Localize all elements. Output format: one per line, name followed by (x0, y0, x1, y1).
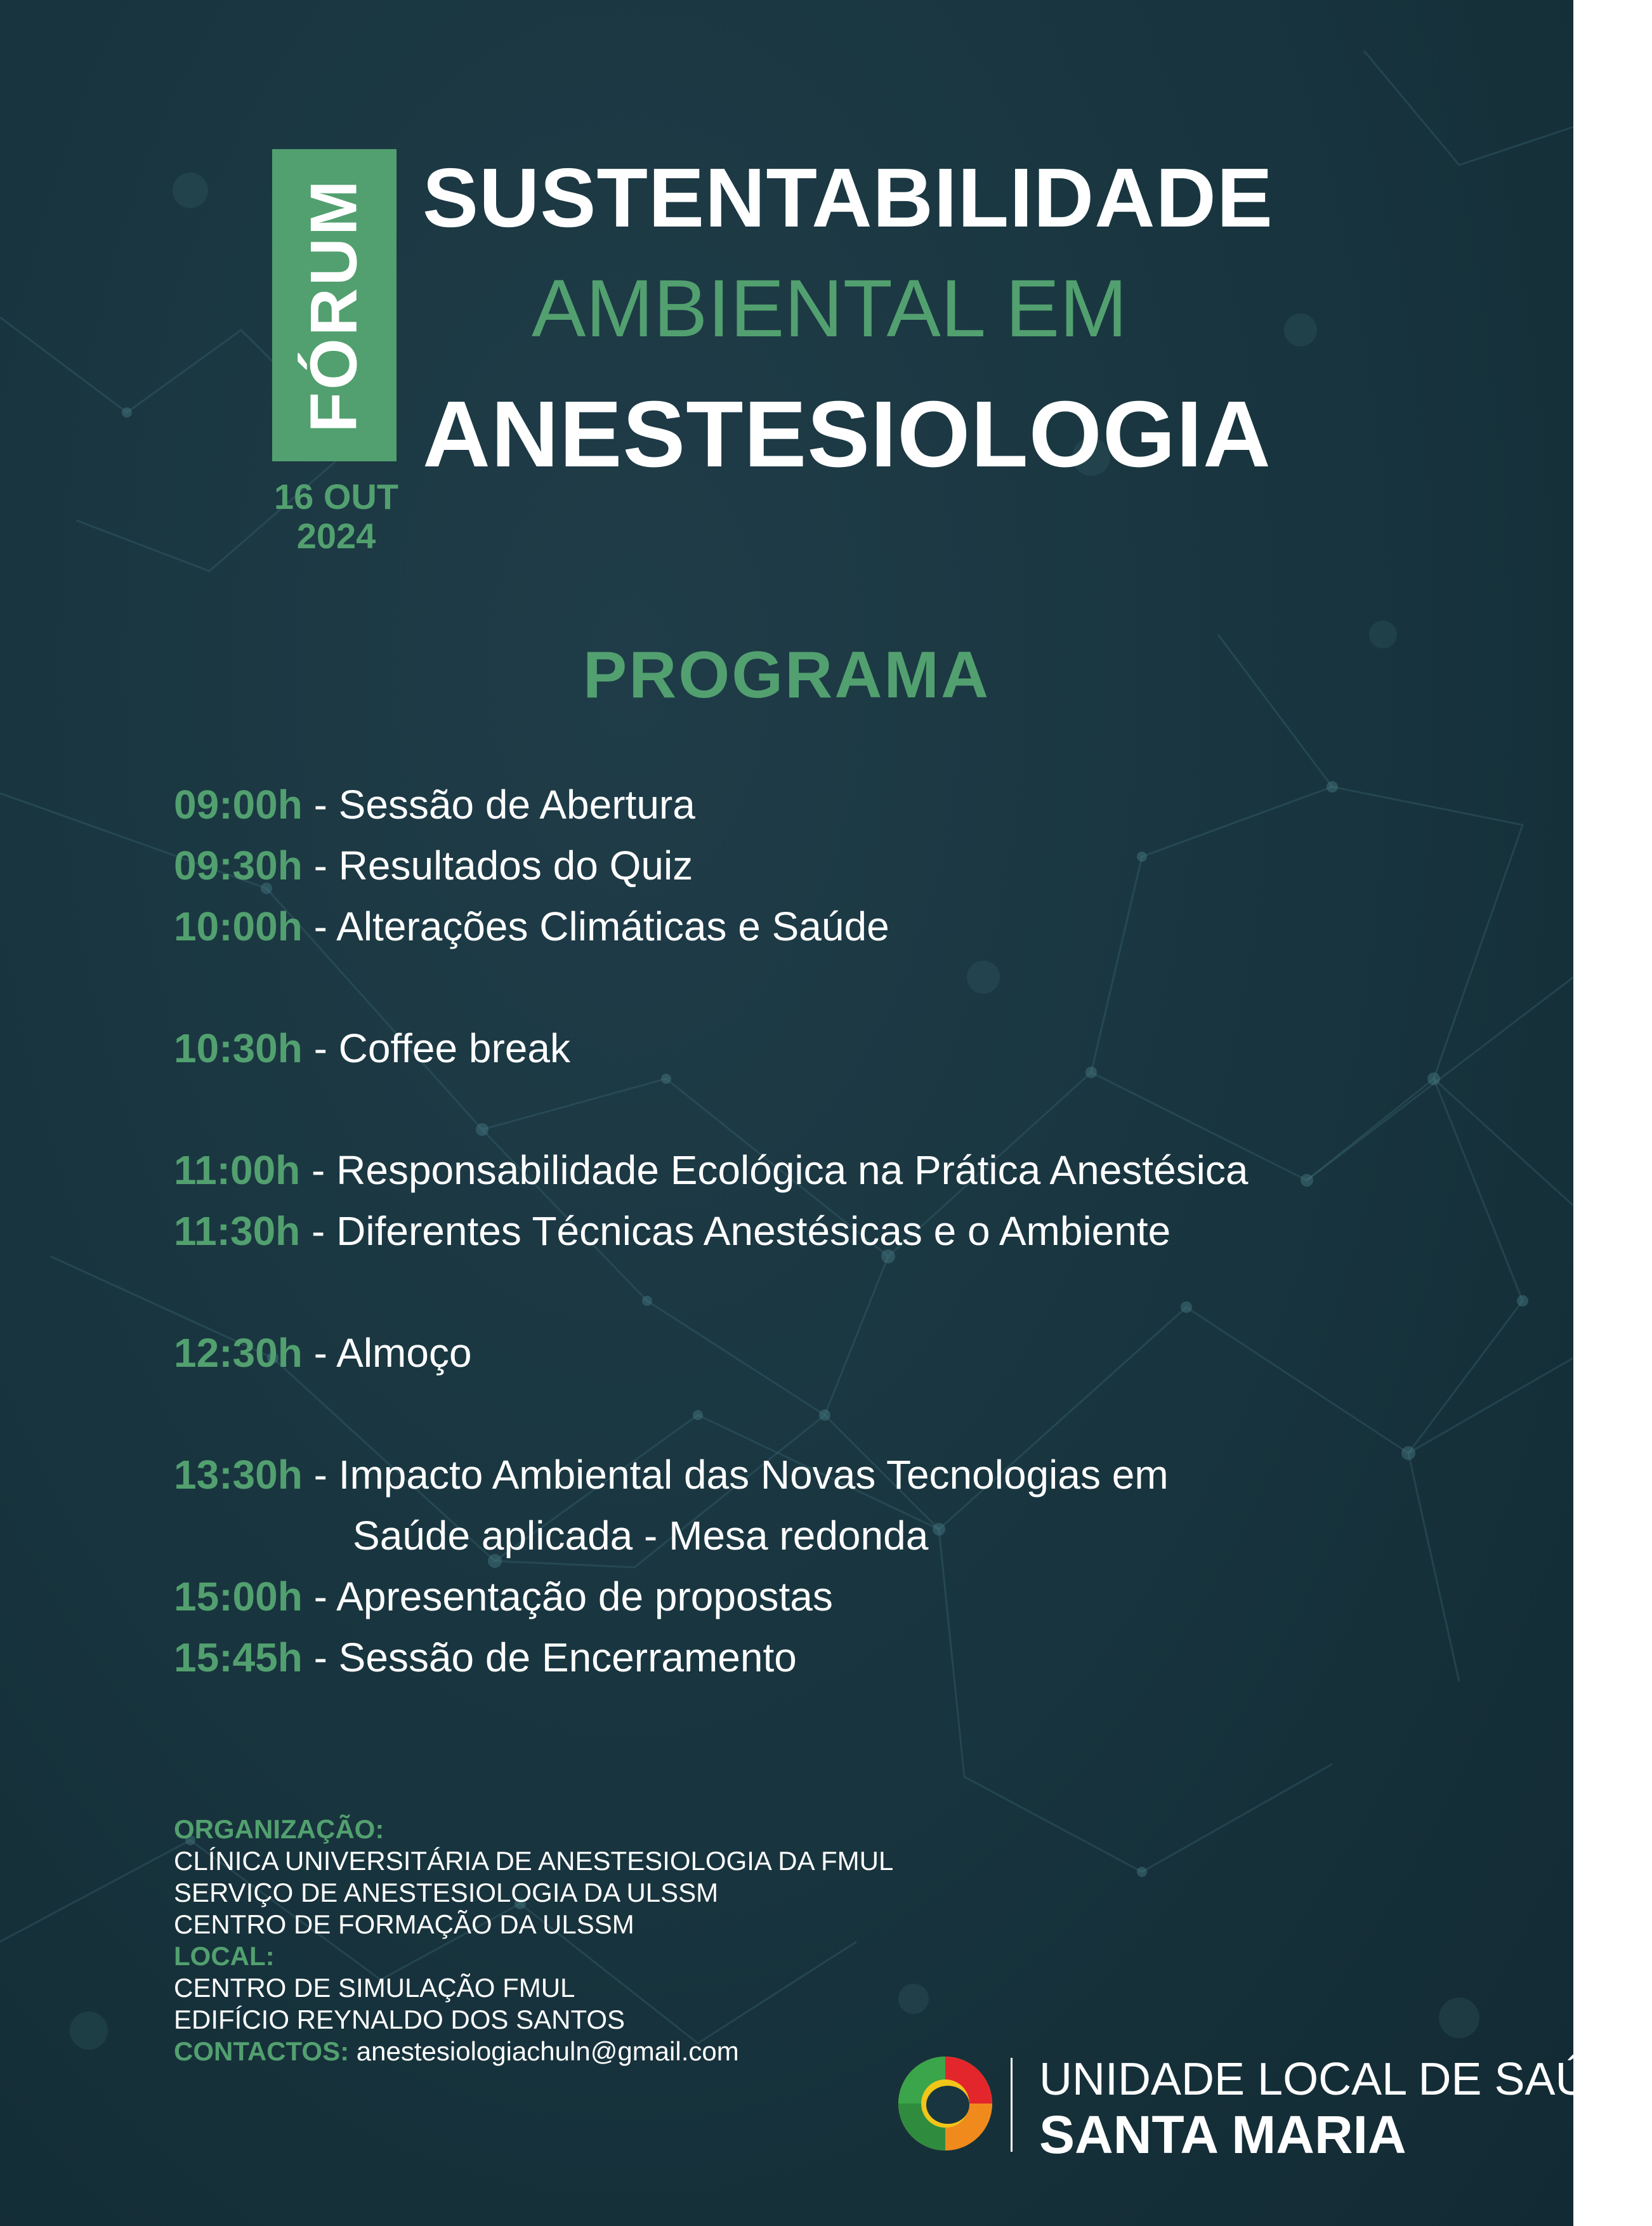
schedule-time: 09:00h (174, 782, 303, 827)
schedule-separator: - (311, 1147, 325, 1193)
schedule-item (174, 1571, 833, 1622)
schedule-time: 13:30h (174, 1452, 303, 1498)
schedule-separator: - (313, 1330, 327, 1376)
event-date-day-month: 16 OUT (273, 477, 399, 517)
schedule-title: Sessão de Abertura (338, 782, 695, 827)
schedule-time: 09:30h (174, 843, 303, 888)
contacts-line (174, 2036, 893, 2067)
schedule-title: Impacto Ambiental das Novas Tecnologias em (338, 1452, 1169, 1498)
schedule-item (174, 1145, 1248, 1195)
organization-line: CENTRO DE FORMAÇÃO DA ULSSM (174, 1909, 634, 1939)
organization-line: SERVIÇO DE ANESTESIOLOGIA DA ULSSM (174, 1878, 719, 1907)
schedule-title: Alterações Climáticas e Saúde (336, 904, 889, 949)
schedule-title: Responsabilidade Ecológica na Prática Anestésica (336, 1147, 1249, 1193)
program-heading: PROGRAMA (582, 638, 991, 712)
schedule-time: 11:00h (174, 1147, 301, 1193)
schedule-separator: - (313, 1574, 327, 1619)
location-label: LOCAL: (174, 1941, 275, 1971)
title-line-2: AMBIENTAL EM (532, 263, 1127, 354)
logo-divider (1011, 2058, 1013, 2152)
schedule-separator: - (313, 904, 327, 949)
schedule-title: Sessão de Encerramento (338, 1635, 797, 1680)
schedule-title: Apresentação de propostas (336, 1574, 833, 1619)
organization-line: CLÍNICA UNIVERSITÁRIA DE ANESTESIOLOGIA DA FMUL (174, 1846, 894, 1876)
ulssm-logo-icon (895, 2053, 996, 2154)
contacts-label: CONTACTOS: (174, 2036, 350, 2066)
schedule-time: 15:00h (174, 1574, 303, 1619)
schedule-item (174, 1327, 472, 1378)
schedule-title: Resultados do Quiz (338, 843, 693, 888)
schedule-separator: - (313, 1452, 327, 1498)
schedule-time: 12:30h (174, 1330, 303, 1376)
schedule-separator: - (313, 1025, 327, 1071)
schedule-item (174, 1206, 1170, 1256)
schedule-time: 10:00h (174, 904, 303, 949)
schedule-separator: - (313, 1635, 327, 1680)
schedule-separator: - (313, 782, 327, 827)
schedule-item (174, 779, 695, 830)
schedule-title: Coffee break (338, 1025, 570, 1071)
contacts-email[interactable]: anestesiologiachuln@gmail.com (356, 2036, 739, 2066)
location-line: CENTRO DE SIMULAÇÃO FMUL (174, 1973, 575, 2003)
schedule-item (174, 1632, 797, 1683)
organization-label: ORGANIZAÇÃO: (174, 1814, 384, 1844)
schedule-title: Diferentes Técnicas Anestésicas e o Ambiente (336, 1208, 1171, 1254)
schedule-item (174, 840, 693, 891)
title-line-1: SUSTENTABILIDADE (423, 151, 1273, 244)
schedule-title-continuation: Saúde aplicada - Mesa redonda (353, 1513, 929, 1558)
schedule-time: 10:30h (174, 1025, 303, 1071)
organization-name-line-1: UNIDADE LOCAL DE SAÚDE (1039, 2054, 1652, 2105)
schedule-time: 15:45h (174, 1635, 303, 1680)
location-line: EDIFÍCIO REYNALDO DOS SANTOS (174, 2005, 626, 2034)
schedule-separator: - (311, 1208, 325, 1254)
schedule-separator: - (313, 843, 327, 888)
organization-name-line-2: SANTA MARIA (1039, 2105, 1406, 2164)
event-details (174, 1814, 893, 2067)
schedule-title: Almoço (336, 1330, 472, 1376)
schedule-item (174, 1023, 570, 1074)
event-date-year: 2024 (296, 516, 376, 556)
schedule-item (174, 1449, 1169, 1500)
schedule-item (174, 901, 889, 952)
forum-badge-label: FÓRUM (297, 178, 371, 433)
event-date (270, 477, 403, 556)
title-line-3: ANESTESIOLOGIA (423, 382, 1271, 487)
schedule-time: 11:30h (174, 1208, 301, 1254)
